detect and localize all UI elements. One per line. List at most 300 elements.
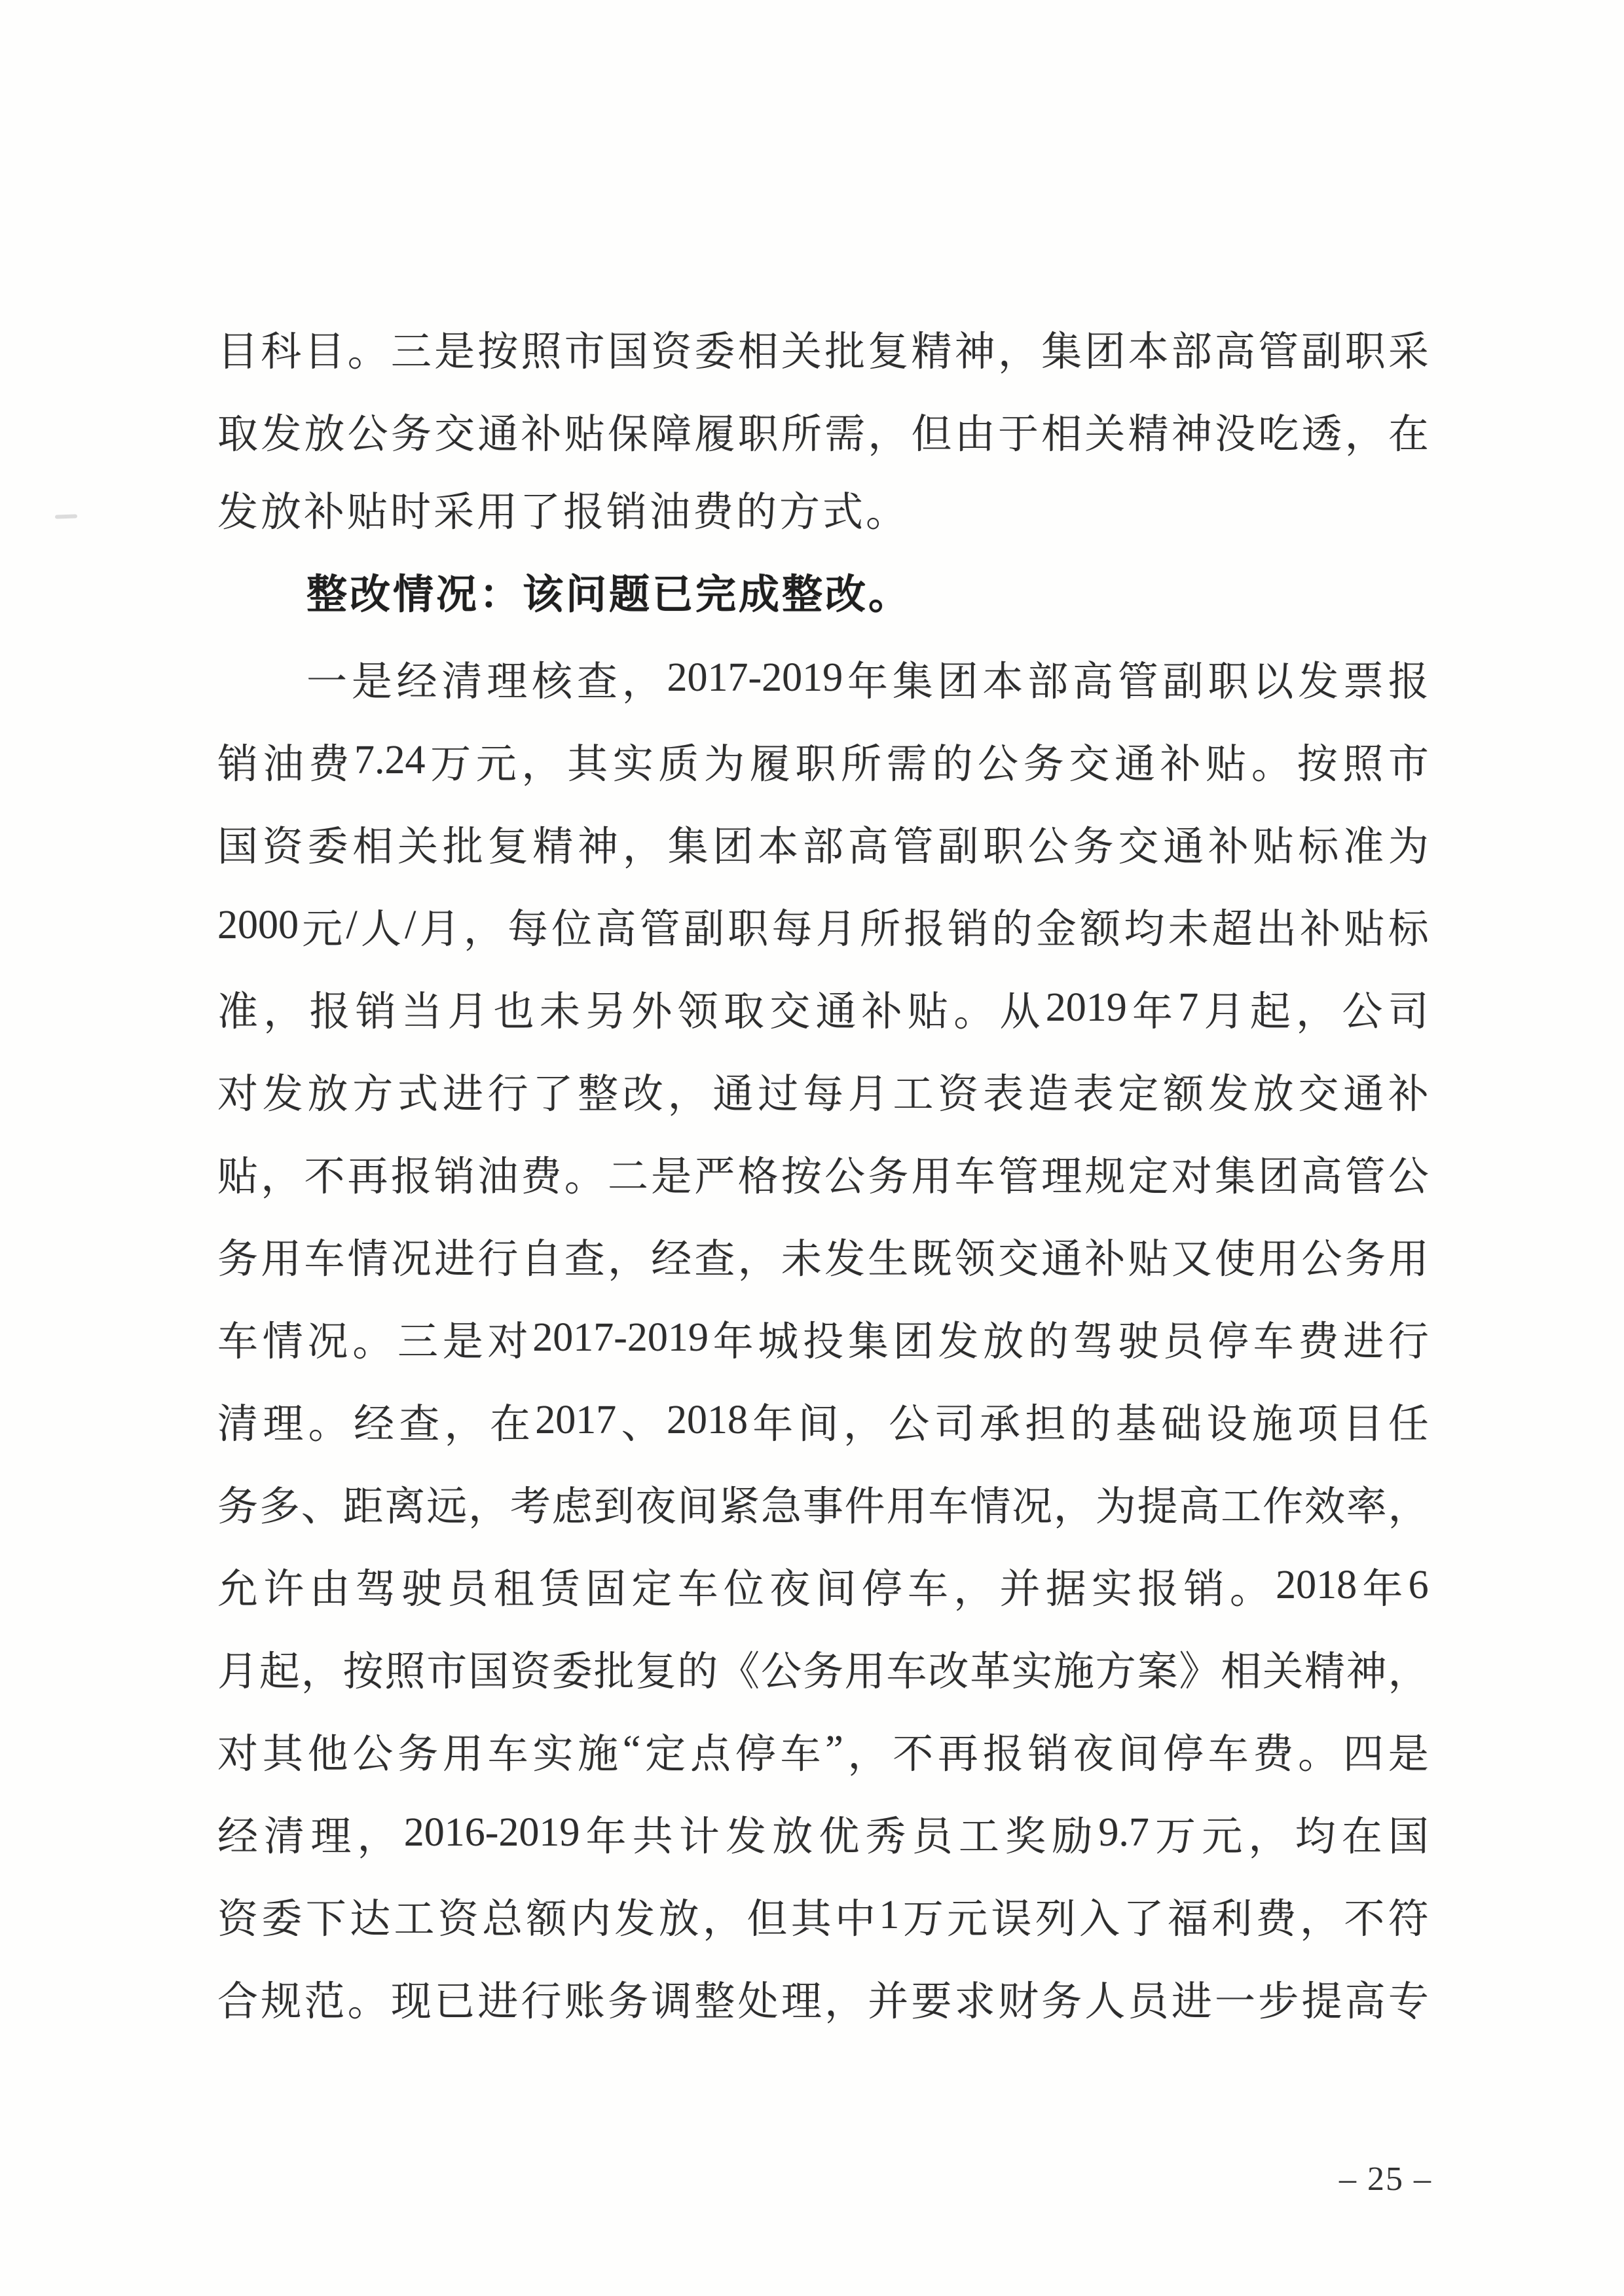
text-token: 团 <box>893 1319 934 1364</box>
text-line: 整改情况：该问题已完成整改。 <box>306 573 912 617</box>
text-token: 按 <box>781 1154 822 1199</box>
text-line <box>217 1874 1429 1956</box>
text-token: 考 <box>509 1484 551 1529</box>
text-token: 在 <box>489 1402 530 1447</box>
text-token: 交 <box>1298 1072 1339 1117</box>
text-token: 所 <box>841 742 882 787</box>
text-token: 精 <box>911 329 952 374</box>
text-token: 精 <box>1128 412 1169 457</box>
text-token: ， <box>1388 1649 1429 1694</box>
text-token: 出 <box>1256 907 1297 952</box>
text-token: ， <box>1248 1814 1289 1859</box>
text-token: 务 <box>1344 1237 1386 1282</box>
text-token: 经 <box>396 659 437 704</box>
text-token: 职 <box>1208 659 1249 704</box>
text-token: 贴 <box>1253 824 1294 869</box>
text-token: 间 <box>1118 1732 1159 1777</box>
text-token: / <box>346 902 358 947</box>
text-token: 但 <box>911 412 952 457</box>
text-token: 福 <box>1167 1897 1208 1942</box>
text-line <box>217 884 1429 966</box>
text-token: 交 <box>434 412 475 457</box>
text-token: 情 <box>262 1319 303 1364</box>
text-token: 清 <box>217 1402 259 1447</box>
text-token: 相 <box>1041 412 1082 457</box>
scan-artifact <box>55 514 77 519</box>
text-token: 实 <box>1012 1649 1053 1694</box>
text-token: 神 <box>578 824 619 869</box>
text-token: 夜 <box>1073 1732 1114 1777</box>
text-token: 管 <box>1344 1154 1386 1199</box>
text-token: 误 <box>991 1897 1032 1942</box>
text-token: 务 <box>1041 1979 1082 2024</box>
text-token: 自 <box>521 1237 562 1282</box>
text-token: ， <box>868 412 909 457</box>
text-token: 万 <box>1155 1814 1196 1859</box>
text-token: 费 <box>1255 1897 1297 1942</box>
text-token: 职 <box>1344 329 1386 374</box>
text-token: 副 <box>684 907 725 952</box>
text-token: 未 <box>1168 907 1209 952</box>
text-token: 。 <box>352 1319 394 1364</box>
text-token: ， <box>997 329 1039 374</box>
text-token: 下 <box>305 1897 346 1942</box>
text-token: 目 <box>1342 1402 1384 1447</box>
text-token: 职 <box>983 824 1024 869</box>
text-token: 行 <box>487 1072 528 1117</box>
text-token: 费 <box>521 1154 562 1199</box>
text-token: 位 <box>551 907 593 952</box>
text-token: 间 <box>815 1567 857 1612</box>
text-token: 车 <box>780 1732 821 1777</box>
text-token: 实 <box>1092 1567 1133 1612</box>
text-token: 定 <box>1118 1072 1159 1117</box>
text-token: 放 <box>1253 1072 1294 1117</box>
text-token: 行 <box>477 1237 519 1282</box>
text-token: 进 <box>1343 1319 1384 1364</box>
text-token: 共 <box>632 1814 673 1859</box>
text-token: 实 <box>532 1732 574 1777</box>
text-token: 通 <box>1163 824 1204 869</box>
text-token: 员 <box>1163 1319 1204 1364</box>
text-token: 复 <box>487 824 528 869</box>
text-token: 补 <box>1208 824 1249 869</box>
text-token: 其 <box>262 1732 303 1777</box>
text-token: 销 <box>1183 1567 1225 1612</box>
text-token: 销 <box>355 989 396 1034</box>
text-token: 票 <box>1342 659 1384 704</box>
text-token: / <box>405 902 416 947</box>
text-token: 元 <box>1202 1814 1243 1859</box>
text-token: 租 <box>493 1567 534 1612</box>
text-token: 务 <box>217 1484 259 1529</box>
text-token: ， <box>301 1649 342 1694</box>
text-token: 高 <box>1344 1979 1386 2024</box>
text-token: 照 <box>1342 742 1384 787</box>
text-line <box>217 801 1429 884</box>
text-token: 销 <box>434 1154 475 1199</box>
text-token: 贴 <box>564 412 605 457</box>
text-token: 人 <box>1084 1979 1126 2024</box>
text-token: 交 <box>997 1237 1039 1282</box>
text-token: 再 <box>938 1732 979 1777</box>
text-token: 年 <box>712 1319 754 1364</box>
text-token: 查 <box>576 659 618 704</box>
text-token: 。 <box>1298 1732 1339 1777</box>
text-token: 集 <box>892 659 933 704</box>
text-token: 职 <box>728 907 769 952</box>
text-token: 神 <box>954 329 995 374</box>
text-token: 是 <box>442 1319 483 1364</box>
text-token: 表 <box>1073 1072 1114 1117</box>
text-token: 关 <box>1084 412 1126 457</box>
text-token: 费 <box>1298 1319 1339 1364</box>
text-token: 需 <box>824 412 866 457</box>
text-token: 油 <box>477 1154 519 1199</box>
text-token: 由 <box>309 1567 350 1612</box>
text-token: 月 <box>1204 989 1245 1034</box>
text-token: 报 <box>390 1154 432 1199</box>
text-token: 放 <box>983 1319 1024 1364</box>
text-token: 于 <box>997 412 1039 457</box>
text-token: 月 <box>847 1072 889 1117</box>
text-line <box>217 1461 1429 1544</box>
text-token: 使 <box>1215 1237 1256 1282</box>
text-token: 规 <box>1084 1154 1126 1199</box>
text-token: 需 <box>886 742 927 787</box>
text-token: 求 <box>954 1979 995 2024</box>
text-line <box>217 1544 1429 1626</box>
text-token: 间 <box>798 1402 839 1447</box>
text-token: 通 <box>1343 1072 1384 1117</box>
text-token: 月 <box>447 989 489 1034</box>
text-token: 工 <box>893 1072 934 1117</box>
text-token: 点 <box>690 1732 731 1777</box>
text-token: 生 <box>868 1237 909 1282</box>
text-token: 驾 <box>1073 1319 1114 1364</box>
text-token: 2018 <box>1276 1562 1357 1607</box>
text-token: 相 <box>352 824 394 869</box>
text-token: ， <box>444 1402 485 1447</box>
text-token: 高 <box>1179 1484 1220 1529</box>
text-token: 账 <box>564 1979 605 2024</box>
text-token: 1 <box>879 1892 900 1937</box>
text-token: 达 <box>350 1897 391 1942</box>
text-token: 集 <box>847 1319 889 1364</box>
text-token: 发 <box>824 1237 866 1282</box>
text-token: 本 <box>1128 329 1169 374</box>
text-token: 吃 <box>1258 412 1299 457</box>
text-token: ， <box>468 1484 509 1529</box>
text-token: 务 <box>802 1649 843 1694</box>
text-token: 》 <box>1179 1649 1220 1694</box>
text-token: 、 <box>301 1484 342 1529</box>
text-token: 司 <box>1388 989 1429 1034</box>
text-token: 用 <box>261 1237 302 1282</box>
text-line <box>217 719 1429 801</box>
text-token: 在 <box>1341 1814 1382 1859</box>
text-token: 率 <box>1346 1484 1387 1529</box>
text-token: 。 <box>1229 1567 1270 1612</box>
text-token: 多 <box>259 1484 300 1529</box>
text-token: 在 <box>1388 412 1429 457</box>
text-token: 交 <box>769 989 811 1034</box>
text-line <box>217 1131 1429 1214</box>
text-token: 国 <box>468 1649 509 1694</box>
text-token: 6 <box>1408 1562 1429 1607</box>
text-token: 相 <box>737 329 779 374</box>
text-token: ， <box>1053 1484 1094 1529</box>
text-token: 查 <box>694 1237 735 1282</box>
text-token: 本 <box>982 659 1024 704</box>
text-token: 集 <box>1041 329 1082 374</box>
text-token: 放 <box>658 1897 699 1942</box>
text-line: 发放补贴时采用了报销油费的方式。 <box>217 490 910 535</box>
text-token: 销 <box>948 907 989 952</box>
text-token: 专 <box>1388 1979 1429 2024</box>
text-line <box>217 389 1429 471</box>
text-token: 合 <box>217 1979 259 2024</box>
text-token: 车 <box>217 1319 259 1364</box>
text-token: 效 <box>1304 1484 1345 1529</box>
text-token: 经 <box>353 1402 394 1447</box>
text-token: 市 <box>426 1649 468 1694</box>
text-token: 报 <box>1388 659 1429 704</box>
text-token: ， <box>261 1154 302 1199</box>
text-token: 对 <box>1171 1154 1212 1199</box>
text-token: 、 <box>621 1402 662 1447</box>
text-token: 市 <box>564 329 605 374</box>
text-token: 案 <box>1137 1649 1178 1694</box>
text-token: 其 <box>790 1897 832 1942</box>
text-token: 务 <box>1073 824 1114 869</box>
text-token: 对 <box>217 1072 259 1117</box>
text-token: 2019 <box>1045 985 1127 1030</box>
text-token: 通 <box>1041 1237 1082 1282</box>
text-token: 车 <box>1253 1319 1294 1364</box>
text-token: 放 <box>772 1814 813 1859</box>
text-token: 事 <box>802 1484 843 1529</box>
text-token: 关 <box>781 329 822 374</box>
text-token: 清 <box>264 1814 305 1859</box>
text-token: 方 <box>352 1072 394 1117</box>
text-token: 报 <box>1137 1567 1179 1612</box>
text-token: ， <box>1344 412 1386 457</box>
text-token: 均 <box>1124 907 1165 952</box>
text-token: 车 <box>304 1237 345 1282</box>
text-token: 不 <box>1344 1897 1385 1942</box>
text-token: 用 <box>886 1484 927 1529</box>
text-token: 国 <box>217 824 259 869</box>
text-token: 月 <box>419 907 460 952</box>
text-line <box>217 636 1429 719</box>
text-token: ， <box>463 907 504 952</box>
text-token: 担 <box>1025 1402 1066 1447</box>
text-token: 规 <box>261 1979 302 2024</box>
text-token: 是 <box>1388 1732 1429 1777</box>
body-text <box>217 306 1429 2039</box>
text-token: 万 <box>430 742 471 787</box>
text-token: 不 <box>304 1154 345 1199</box>
text-token: 《 <box>719 1649 760 1694</box>
text-token: 据 <box>1045 1567 1086 1612</box>
text-token: 一 <box>1215 1979 1256 2024</box>
text-token: 奖 <box>1005 1814 1046 1859</box>
text-token: 本 <box>758 824 799 869</box>
text-token: 车 <box>487 1732 528 1777</box>
text-token: 批 <box>442 824 483 869</box>
text-token: 驾 <box>355 1567 396 1612</box>
text-token: 三 <box>397 1319 439 1364</box>
text-token: 障 <box>651 412 692 457</box>
text-token: 要 <box>911 1979 952 2024</box>
text-token: 许 <box>263 1567 304 1612</box>
text-token: 也 <box>493 989 534 1034</box>
text-token: 销 <box>217 742 259 787</box>
text-token: ， <box>622 824 663 869</box>
text-token: 报 <box>309 989 350 1034</box>
text-token: 工 <box>394 1897 435 1942</box>
text-token: 月 <box>815 907 857 952</box>
text-token: 项 <box>1297 1402 1338 1447</box>
text-token: ， <box>847 1732 889 1777</box>
text-token: 团 <box>1084 329 1126 374</box>
text-token: 务 <box>607 1979 648 2024</box>
text-token: 夜 <box>635 1484 676 1529</box>
text-token: ， <box>843 1402 884 1447</box>
text-token: 准 <box>217 989 259 1034</box>
text-token: 2018 <box>666 1397 748 1442</box>
text-token: 发 <box>614 1897 655 1942</box>
text-token: 工 <box>1221 1484 1262 1529</box>
text-token: 超 <box>1211 907 1253 952</box>
text-token: 改 <box>928 1649 969 1694</box>
text-token: 补 <box>1300 907 1341 952</box>
text-token: 资 <box>509 1649 551 1694</box>
text-token: 公 <box>760 1649 802 1694</box>
text-token: 油 <box>263 742 304 787</box>
text-token: 每 <box>802 1072 843 1117</box>
text-token: 履 <box>694 412 735 457</box>
text-token: 提 <box>1137 1484 1178 1529</box>
text-token: 报 <box>904 907 945 952</box>
text-token: 放 <box>304 412 345 457</box>
text-token: 2000 <box>217 902 299 947</box>
text-token: 交 <box>1069 742 1110 787</box>
text-token: 年 <box>585 1814 627 1859</box>
text-token: 标 <box>1388 907 1429 952</box>
text-line <box>217 1709 1429 1791</box>
text-token: 未 <box>539 989 580 1034</box>
text-token: 再 <box>347 1154 388 1199</box>
text-token: 职 <box>737 412 779 457</box>
text-token: 理 <box>1041 1154 1082 1199</box>
text-token: 照 <box>384 1649 426 1694</box>
text-token: 销 <box>1027 1732 1069 1777</box>
text-token: 投 <box>803 1319 844 1364</box>
text-token: 公 <box>1342 989 1383 1034</box>
text-token: 对 <box>487 1319 528 1364</box>
text-token: 当 <box>401 989 443 1034</box>
text-token: 万 <box>902 1897 944 1942</box>
text-token: 委 <box>307 824 348 869</box>
text-token: 总 <box>482 1897 523 1942</box>
text-token: 。 <box>1251 742 1292 787</box>
text-token: 按 <box>1297 742 1338 787</box>
text-token: ， <box>953 1567 995 1612</box>
text-token: 他 <box>307 1732 348 1777</box>
text-token: 城 <box>758 1319 799 1364</box>
text-token: 由 <box>954 412 995 457</box>
text-token: 利 <box>1211 1897 1253 1942</box>
text-token: 国 <box>1388 1814 1429 1859</box>
text-token: 高 <box>1073 659 1114 704</box>
text-token: 年 <box>1362 1567 1403 1612</box>
text-token: 每 <box>771 907 813 952</box>
text-token: 团 <box>937 659 978 704</box>
text-token: 每 <box>507 907 549 952</box>
text-token: 元 <box>475 742 517 787</box>
text-line <box>217 1791 1429 1874</box>
text-token: 急 <box>760 1484 802 1529</box>
text-token: 不 <box>893 1732 934 1777</box>
text-token: ， <box>607 1237 648 1282</box>
text-token: 用 <box>1388 1237 1429 1282</box>
text-token: 四 <box>1342 1732 1384 1777</box>
text-token: 费 <box>308 742 350 787</box>
text-token: 集 <box>1215 1154 1256 1199</box>
text-token: 资 <box>217 1897 259 1942</box>
text-token: 发 <box>726 1814 767 1859</box>
text-token: 况 <box>390 1237 432 1282</box>
text-token: 透 <box>1301 412 1342 457</box>
text-token: 年 <box>1132 989 1173 1034</box>
text-token: 用 <box>442 1732 483 1777</box>
text-token: 赁 <box>539 1567 580 1612</box>
text-token: 费 <box>1253 1732 1294 1777</box>
text-token: 员 <box>912 1814 953 1859</box>
text-token: 7 <box>1178 985 1199 1030</box>
text-token: 又 <box>1171 1237 1212 1282</box>
text-token: 补 <box>1160 742 1201 787</box>
text-token: 固 <box>585 1567 627 1612</box>
text-token: 施 <box>1053 1649 1094 1694</box>
text-token: 计 <box>678 1814 720 1859</box>
text-token: 管 <box>893 824 934 869</box>
text-token: 到 <box>593 1484 635 1529</box>
text-token: 是 <box>351 659 392 704</box>
text-token: 目 <box>304 329 345 374</box>
text-token: 的 <box>677 1649 718 1694</box>
text-token: 车 <box>886 1649 927 1694</box>
text-token: 高 <box>847 824 889 869</box>
text-token: 资 <box>938 1072 979 1117</box>
text-token: 市 <box>1388 742 1429 787</box>
text-token: 步 <box>1258 1979 1299 2024</box>
text-token: 取 <box>217 412 259 457</box>
text-token: 理 <box>263 1402 304 1447</box>
text-token: 用 <box>1258 1237 1299 1282</box>
text-token: 发 <box>262 1072 303 1117</box>
text-token: 所 <box>781 412 822 457</box>
text-token: 经 <box>651 1237 692 1282</box>
text-token: 额 <box>1080 907 1121 952</box>
text-line <box>217 1214 1429 1296</box>
text-token: 质 <box>658 742 699 787</box>
text-token: 础 <box>1161 1402 1202 1447</box>
text-token: 年 <box>752 1402 794 1447</box>
text-token: ， <box>621 659 663 704</box>
